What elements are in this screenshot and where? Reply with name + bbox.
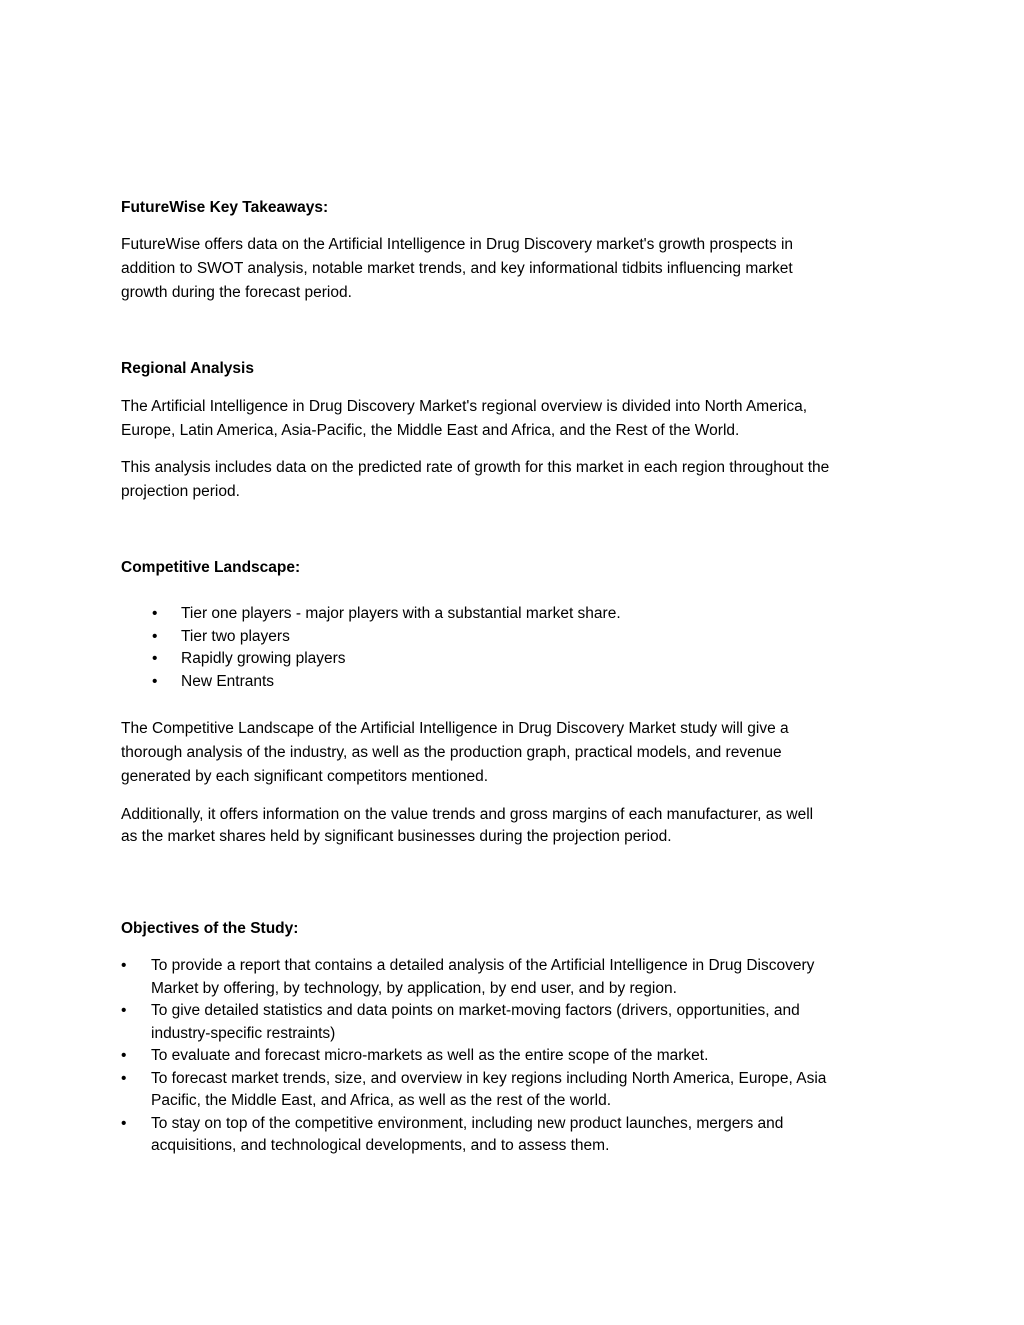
- takeaways-heading: FutureWise Key Takeaways:: [121, 199, 329, 216]
- bullet-icon: •: [121, 1114, 127, 1132]
- list-item: [121, 603, 911, 626]
- text-line: Market by offering, by technology, by application, by end user, and by region.: [151, 979, 677, 997]
- bullet-icon: •: [152, 650, 158, 667]
- bullet-icon: •: [121, 1047, 127, 1064]
- competitive-heading: Competitive Landscape:: [121, 559, 301, 576]
- list-item-text: Tier one players - major players with a substantial market share.: [181, 605, 621, 622]
- bullet-icon: •: [121, 1002, 127, 1019]
- list-item: [121, 626, 911, 649]
- text-line: Pacific, the Middle East, and Africa, as well as the rest of the world.: [151, 1092, 612, 1109]
- text-line: The Competitive Landscape of the Artificial Intelligence in Drug Discovery Market study will give a: [121, 720, 789, 737]
- objectives-heading: Objectives of the Study:: [121, 920, 299, 937]
- list-item: [121, 1000, 911, 1045]
- regional-paragraph-1: [121, 395, 911, 443]
- objectives-list: [121, 955, 911, 1158]
- text-line: The Artificial Intelligence in Drug Discovery Market's regional overview is divided into North America,: [121, 398, 808, 415]
- list-item: [121, 648, 911, 671]
- text-line: projection period.: [121, 483, 240, 500]
- text-line: Europe, Latin America, Asia-Pacific, the Middle East and Africa, and the Rest of the World.: [121, 422, 740, 439]
- list-item: [121, 1113, 911, 1158]
- text-line: growth during the forecast period.: [121, 284, 352, 301]
- bullet-icon: •: [121, 1069, 127, 1087]
- text-line: Additionally, it offers information on the value trends and gross margins of each manufacturer, as well: [121, 806, 814, 823]
- regional-paragraph-2: [121, 456, 911, 504]
- text-line: To give detailed statistics and data points on market-moving factors (drivers, opportunities, and: [151, 1002, 800, 1019]
- list-item: [121, 1045, 911, 1068]
- text-line: industry-specific restraints): [151, 1024, 336, 1042]
- bullet-icon: •: [152, 605, 158, 622]
- bullet-icon: •: [152, 627, 158, 645]
- text-line: To evaluate and forecast micro-markets as well as the entire scope of the market.: [151, 1047, 709, 1064]
- list-item: [121, 671, 911, 694]
- competitive-paragraph-2: [121, 803, 911, 849]
- list-item: [121, 1068, 911, 1113]
- text-line: FutureWise offers data on the Artificial Intelligence in Drug Discovery market's growth prospects in: [121, 236, 794, 253]
- text-line: addition to SWOT analysis, notable market trends, and key informational tidbits influencing market: [121, 260, 793, 277]
- list-item: [121, 955, 911, 1000]
- text-line: This analysis includes data on the predicted rate of growth for this market in each region throughout the: [121, 459, 830, 476]
- bullet-icon: •: [121, 957, 127, 974]
- text-line: To stay on top of the competitive environment, including new product launches, mergers and: [151, 1114, 784, 1132]
- bullet-icon: •: [152, 672, 158, 690]
- regional-heading: Regional Analysis: [121, 360, 254, 377]
- text-line: To forecast market trends, size, and overview in key regions including North America, Europe, Asia: [151, 1069, 827, 1087]
- takeaways-paragraph: [121, 233, 911, 305]
- list-item-text: Rapidly growing players: [181, 650, 346, 667]
- text-line: To provide a report that contains a detailed analysis of the Artificial Intelligence in Drug Discovery: [151, 957, 815, 974]
- text-line: acquisitions, and technological developments, and to assess them.: [151, 1137, 610, 1154]
- competitive-list: [121, 603, 911, 693]
- text-line: generated by each significant competitors mentioned.: [121, 768, 489, 785]
- text-line: as the market shares held by significant businesses during the projection period.: [121, 828, 672, 845]
- list-item-text: Tier two players: [181, 627, 290, 645]
- text-line: thorough analysis of the industry, as well as the production graph, practical models, and revenue: [121, 744, 782, 761]
- competitive-paragraph-1: [121, 717, 911, 789]
- list-item-text: New Entrants: [181, 672, 275, 690]
